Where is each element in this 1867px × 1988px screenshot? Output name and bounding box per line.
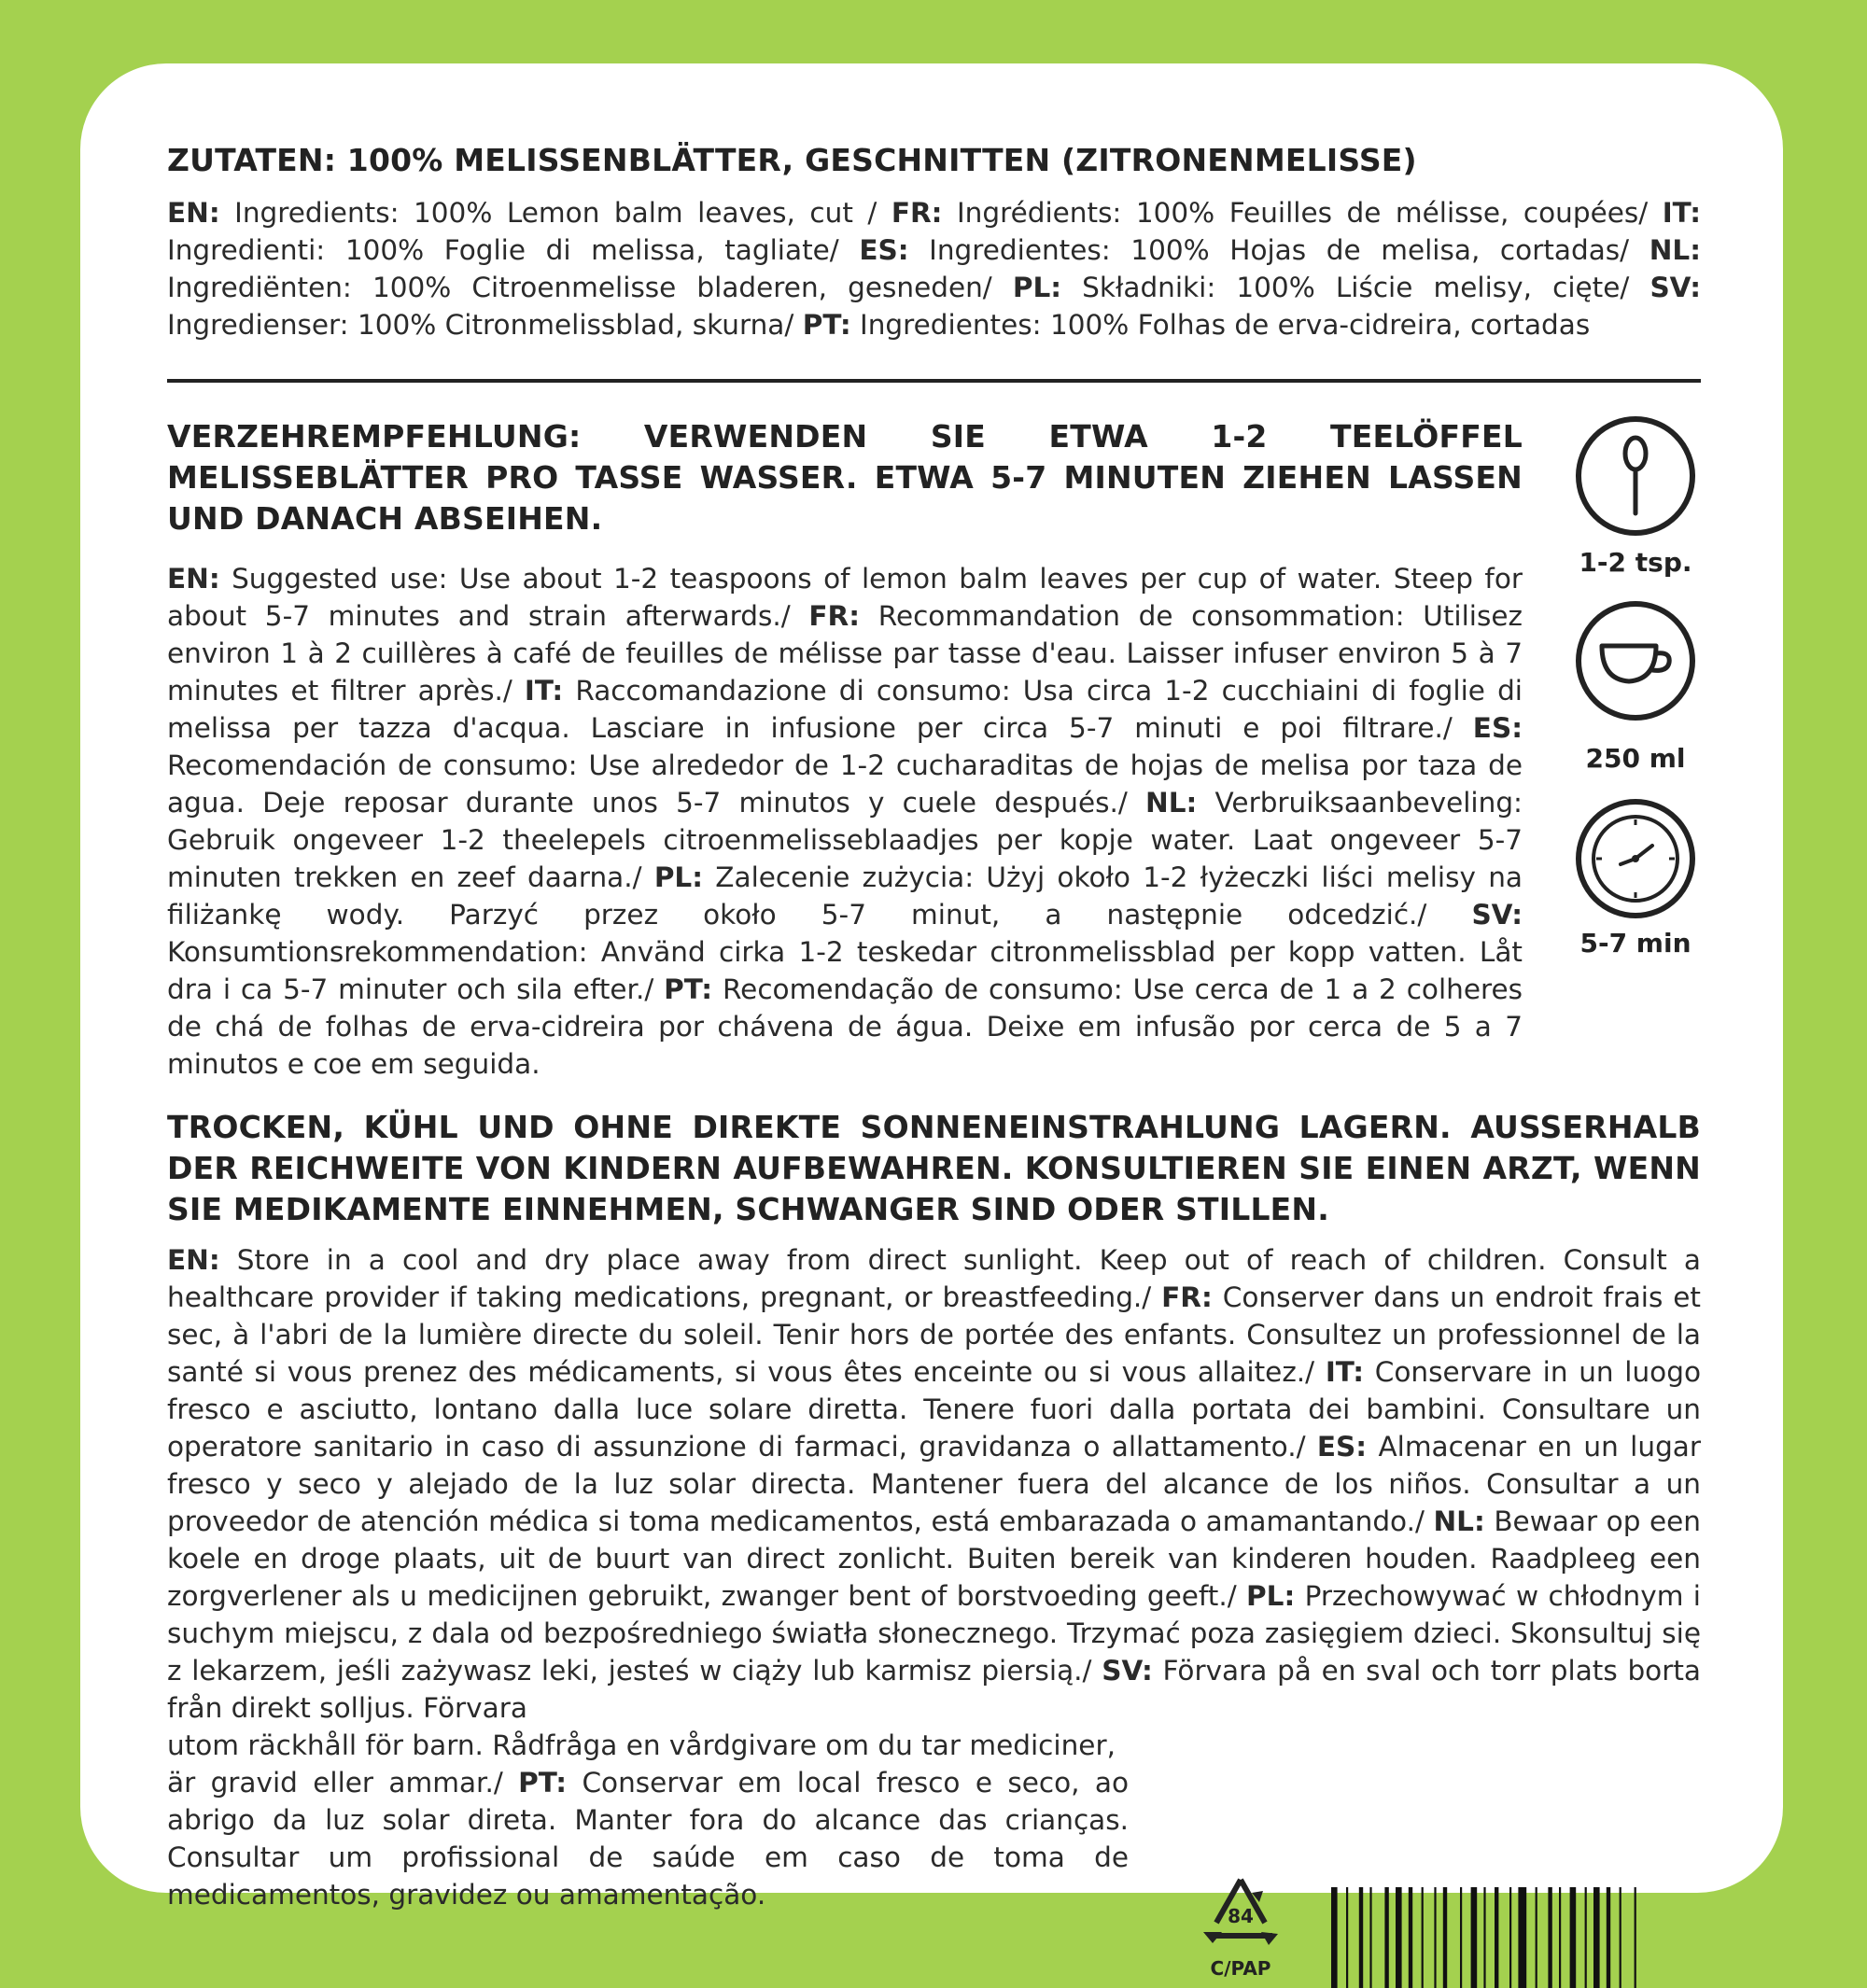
recycle-icon	[1196, 1874, 1285, 1954]
language-text: Conservar em local fresco e seco, ao abrigo da luz solar direta. Manter fora do alcance das crianças. Consultar um profissional de saúde em caso de toma de medicamentos, gravidez ou amamentação.	[167, 1767, 1129, 1911]
storage-section	[167, 1107, 1701, 1980]
language-text: Store in a cool and dry place away from direct sunlight. Keep out of reach of children. Consult a healthcare provider if taking medications, pregnant, or breastfeeding./	[167, 1244, 1701, 1313]
cup-label: 250 ml	[1585, 743, 1686, 774]
language-text: Recomendação de consumo: Use cerca de 1 a 2 colheres de chá de folhas de erva-cidreira por chávena de água. Deixe em infusão por cerca de 5 a 7 minutos e coe em seguida.	[167, 973, 1523, 1080]
storage-continuation: utom räckhåll för barn. Rådfråga en vårdgivare om du tar mediciner,	[167, 1729, 1116, 1761]
language-text: Suggested use: Use about 1-2 teaspoons of lemon balm leaves per cup of water. Steep for about 5-7 minutes and strain afterwards./	[167, 563, 1523, 632]
language-text: Förvara på en sval och torr plats borta från direkt solljus. Förvara	[167, 1655, 1701, 1724]
language-code: IT:	[1662, 197, 1701, 229]
ingredients-section	[167, 140, 1701, 343]
language-code: PL:	[653, 861, 704, 893]
language-code: EN:	[167, 1244, 220, 1276]
language-code: SV:	[1102, 1655, 1153, 1687]
language-text: Składniki: 100% Liście melisy, cięte/	[1061, 272, 1650, 303]
language-text: Ingredients: 100% Lemon balm leaves, cut /	[219, 197, 891, 229]
spoon-label: 1-2 tsp.	[1579, 547, 1692, 578]
usage-icons	[1570, 416, 1701, 959]
storage-text	[167, 1241, 1701, 1727]
language-code: PT:	[664, 973, 713, 1005]
language-code: PT:	[518, 1767, 568, 1799]
language-text: Ingredientes: 100% Folhas de erva-cidreira, cortadas	[850, 309, 1591, 341]
language-code: FR:	[808, 600, 861, 632]
language-code: ES:	[1472, 712, 1523, 744]
language-text: Ingrediënten: 100% Citroenmelisse bladeren, gesneden/	[167, 272, 1013, 303]
language-text: Zalecenie zużycia: Użyj około 1-2 łyżeczki liści melisy na filiżankę wody. Parzyć przez około 5-7 minut, a następnie odcedzić./	[167, 861, 1523, 931]
ingredients-text	[167, 194, 1701, 343]
language-code: NL:	[1145, 787, 1198, 819]
storage-bottom	[167, 1764, 1701, 1980]
language-text: Conserver dans un endroit frais et sec, à l'abri de la lumière directe du soleil. Tenir hors de portée des enfants. Consultez un professionnel de la santé si vous prenez des médicaments, si vous êtes enceinte ou si vous allaitez./	[167, 1281, 1701, 1388]
label-content	[167, 140, 1701, 1980]
language-text: Verbruiksaanbeveling: Gebruik ongeveer 1-2 theelepels citroenmelisseblaadjes per kopje water. Laat ongeveer 5-7 minuten trekken en zeef daarna./	[167, 787, 1523, 893]
language-code: NL:	[1649, 234, 1701, 266]
language-code: EN:	[167, 197, 220, 229]
language-code: PT:	[802, 309, 851, 341]
language-text: Recomendación de consumo: Use alrededor de 1-2 cucharaditas de hojas de melisa por taza de agua. Deje reposar durante unos 5-7 minutos y cuele después./	[167, 749, 1523, 819]
language-text: är gravid eller ammar./	[167, 1767, 519, 1799]
language-text: Ingredienti: 100% Foglie di melissa, tagliate/	[167, 234, 860, 266]
clock-label: 5-7 min	[1579, 928, 1692, 959]
language-text: Ingredienser: 100% Citronmelissblad, skurna/	[167, 309, 803, 341]
recycling-symbol	[1185, 1874, 1297, 1979]
spoon-icon	[1574, 414, 1697, 538]
language-text: Bewaar op een koele en droge plaats, uit de buurt van direct zonlicht. Buiten bereik van kinderen houden. Raadpleeg een zorgverlener als u medicijnen gebruikt, zwanger bent of borstvoeding geeft./	[167, 1505, 1701, 1612]
language-text: Ingrédients: 100% Feuilles de mélisse, coupées/	[942, 197, 1663, 229]
language-text: Almacenar en un lugar fresco y seco y alejado de la luz solar directa. Mantener fuera del alcance de los niños. Consultar a un proveedor de atención médica si toma medicamentos, está embarazada o amamantando./	[167, 1431, 1701, 1537]
language-code: SV:	[1471, 899, 1523, 931]
language-code: EN:	[167, 563, 220, 595]
ingredients-heading: ZUTATEN: 100% MELISSENBLÄTTER, GESCHNITTEN (ZITRONENMELISSE)	[167, 142, 1417, 178]
language-code: PL:	[1246, 1580, 1296, 1612]
language-code: IT:	[524, 675, 564, 707]
language-text: Conservare in un luogo fresco e asciutto, lontano dalla luce solare diretta. Tenere fuori dalla portata dei bambini. Consultare un operatore sanitario in caso di assunzione di farmaci, gravidanza o allattamento./	[167, 1356, 1701, 1463]
recycle-number: 84	[1228, 1905, 1254, 1927]
section-divider	[167, 379, 1701, 383]
cup-icon	[1574, 599, 1697, 722]
language-code: IT:	[1325, 1356, 1365, 1388]
language-code: SV:	[1649, 272, 1701, 303]
usage-section	[167, 416, 1701, 1083]
usage-text	[167, 560, 1523, 1083]
language-code: ES:	[859, 234, 909, 266]
usage-heading: VERZEHREMPFEHLUNG: VERWENDEN SIE ETWA 1-2 TEELÖFFEL MELISSEBLÄTTER PRO TASSE WASSER. ETWA 5-7 MINUTEN ZIEHEN LASSEN UND DANACH ABSEIHEN.	[167, 418, 1523, 537]
language-code: NL:	[1433, 1505, 1485, 1537]
clock-icon	[1574, 797, 1697, 920]
language-text: Ingredientes: 100% Hojas de melisa, cortadas/	[908, 234, 1649, 266]
barcode-icon	[1331, 1887, 1701, 1988]
language-text: Recommandation de consommation: Utilisez environ 1 à 2 cuillères à café de feuilles de mélisse par tasse d'eau. Laisser infuser environ 5 à 7 minutes et filtrer après./	[167, 600, 1523, 707]
recycle-label: C/PAP	[1210, 1957, 1271, 1980]
language-code: FR:	[891, 197, 943, 229]
storage-bottom-text	[167, 1764, 1129, 1913]
language-code: ES:	[1316, 1431, 1368, 1463]
language-text: Raccomandazione di consumo: Usa circa 1-2 cucchiaini di foglie di melissa per tazza d'acqua. Lasciare in infusione per circa 5-7 minuti e poi filtrare./	[167, 675, 1523, 744]
language-code: FR:	[1161, 1281, 1213, 1313]
language-text: Przechowywać w chłodnym i suchym miejscu, z dala od bezpośredniego światła słonecznego. Trzymać poza zasięgiem dzieci. Skonsultuj się z lekarzem, jeśli zażywasz leki, jesteś w ciąży lub karmisz piersią./	[167, 1580, 1701, 1687]
language-code: PL:	[1012, 272, 1062, 303]
storage-heading: TROCKEN, KÜHL UND OHNE DIREKTE SONNENEINSTRAHLUNG LAGERN. AUSSERHALB DER REICHWEITE VON KINDERN AUFBEWAHREN. KONSULTIEREN SIE EINEN ARZT, WENN SIE MEDIKAMENTE EINNEHMEN, SCHWANGER SIND ODER STILLEN.	[167, 1109, 1701, 1227]
language-text: Konsumtionsrekommendation: Använd cirka 1-2 teskedar citronmelissblad per kopp vatten. Låt dra i ca 5-7 minuter och sila efter./	[167, 936, 1523, 1005]
